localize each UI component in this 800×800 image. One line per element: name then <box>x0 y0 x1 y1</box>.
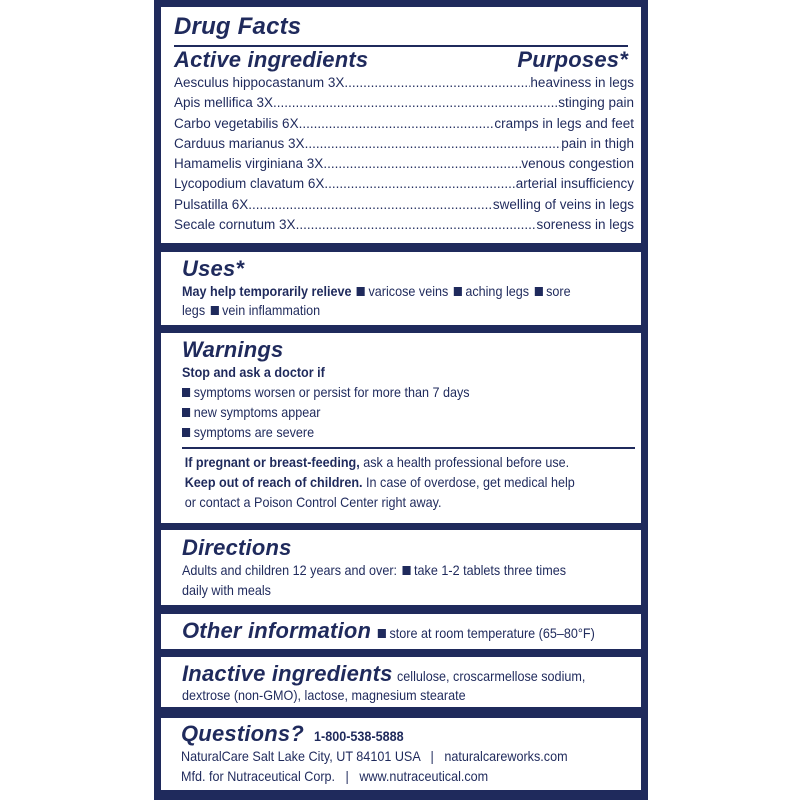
distributor-line: Mfd. for Nutraceutical Corp. | www.nutraceutical.com <box>181 768 489 784</box>
other-info-panel <box>161 614 641 649</box>
bullet-square-icon <box>454 287 462 296</box>
active-ingredients-heading: Active ingredients <box>174 47 369 72</box>
divider <box>182 447 635 449</box>
directions-title: Directions <box>182 535 292 560</box>
bullet-square-icon <box>377 629 385 638</box>
bullet-square-icon <box>534 287 542 296</box>
drug-facts-title: Drug Facts <box>174 13 302 40</box>
ingredient-row: Carbo vegetabilis 6X ..... cramps in legs and feet <box>174 114 634 134</box>
uses-title: Uses* <box>182 256 245 281</box>
warnings-stop-section <box>182 362 635 442</box>
bullet-square-icon <box>182 388 190 397</box>
manufacturer-line: NaturalCare Salt Lake City, UT 84101 USA | naturalcareworks.com <box>181 748 568 764</box>
ingredient-row: Secale cornutum 3X ..... soreness in legs <box>174 215 634 235</box>
questions-panel <box>161 718 641 790</box>
warnings-general: If pregnant or breast-feeding, ask a health professional before use. Keep out of reach of children. In case of overdose, get medical help or contact a Poison Control Center right away. <box>184 454 575 510</box>
inactive-ingredients-text: cellulose, croscarmellose sodium, <box>397 668 586 684</box>
ingredients-list <box>174 73 634 235</box>
warning-item: symptoms are severe <box>182 422 635 442</box>
ingredient-row: Carduus marianus 3X ..... pain in thigh <box>174 134 634 154</box>
bullet-square-icon <box>182 408 190 417</box>
other-info-title: Other information <box>182 618 372 643</box>
warnings-panel <box>161 333 641 523</box>
bullet-square-icon <box>402 566 410 575</box>
other-info-text: store at room temperature (65–80°F) <box>376 624 595 643</box>
stop-heading: Stop and ask a doctor if <box>182 364 325 380</box>
uses-text: May help temporarily relieve varicose veins aching legs sore legs vein inflammation <box>182 283 571 318</box>
directions-text: Adults and children 12 years and over: take 1-2 tablets three times daily with meals <box>182 562 567 598</box>
ingredient-row: Apis mellifica 3X ..... stinging pain <box>174 93 634 113</box>
phone-number[interactable]: 1-800-538-5888 <box>314 728 405 744</box>
ingredient-row: Lycopodium clavatum 6X ..... arterial insufficiency <box>174 174 634 194</box>
directions-panel <box>161 530 641 605</box>
warning-item: symptoms worsen or persist for more than 7 days <box>182 382 635 402</box>
warning-item: new symptoms appear <box>182 402 635 422</box>
warnings-title: Warnings <box>182 337 284 362</box>
drug-facts-panel <box>161 7 641 243</box>
purposes-heading: Purposes* <box>517 47 628 72</box>
uses-panel <box>161 252 641 325</box>
inactive-ingredients-text-cont: dextrose (non-GMO), lactose, magnesium stearate <box>182 687 466 703</box>
ingredient-row: Pulsatilla 6X ..... swelling of veins in legs <box>174 195 634 215</box>
bullet-square-icon <box>210 306 218 315</box>
inactive-ingredients-title: Inactive ingredients <box>182 661 393 686</box>
drug-facts-label <box>154 0 648 800</box>
bullet-square-icon <box>182 428 190 437</box>
inactive-ingredients-panel <box>161 657 641 707</box>
questions-title: Questions? <box>181 721 305 746</box>
ingredient-row: Aesculus hippocastanum 3X ..... heaviness in legs <box>174 73 634 93</box>
ingredient-row: Hamamelis virginiana 3X ..... venous congestion <box>174 154 634 174</box>
bullet-square-icon <box>357 287 365 296</box>
